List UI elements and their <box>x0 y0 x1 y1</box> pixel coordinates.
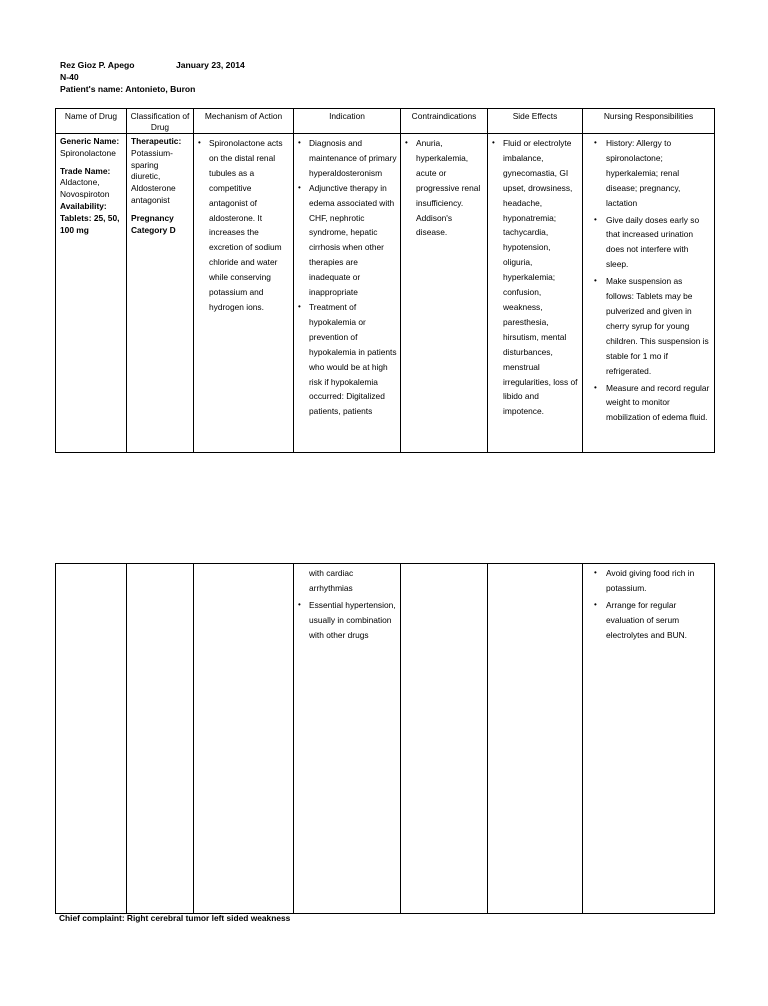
cell-side-effects <box>488 564 583 914</box>
list-item: • Diagnosis and maintenance of primary hyperaldosteronism <box>294 136 400 181</box>
trade-name-value: Novospiroton <box>60 189 110 200</box>
cell-contraindications <box>401 564 488 914</box>
cell-classification <box>127 134 194 453</box>
list-item: • Adjunctive therapy in edema associated with CHF, nephrotic syndrome, hepatic cirrhosis when other therapies are inadequate or inappropriate <box>294 181 400 300</box>
trade-name-value: Aldactone, <box>60 177 100 188</box>
section-code: N-40 <box>60 72 79 82</box>
list-item: • Treatment of hypokalemia or prevention of hypokalemia in patients who would be at high risk if hypokalemia occurred: Digitalized patients, patients <box>294 300 400 419</box>
therapeutic-value: Potassium-sparing diuretic, Aldosterone antagonist <box>131 147 176 205</box>
cell-indication <box>294 134 401 453</box>
cell-mechanism <box>194 134 294 453</box>
cell-indication <box>294 564 401 914</box>
list-item-continuation: with cardiac arrhythmias <box>309 568 354 593</box>
pregnancy-category: Pregnancy Category D <box>131 212 176 235</box>
cell-mechanism <box>194 564 294 914</box>
cell-name-of-drug <box>56 564 127 914</box>
generic-name-value: Spironolactone <box>60 147 116 158</box>
list-item: • History: Allergy to spironolactone; hyperkalemia; renal disease; pregnancy, lactation <box>583 136 714 211</box>
list-item: • Arrange for regular evaluation of serum electrolytes and BUN. <box>583 598 714 643</box>
list-item: • Spironolactone acts on the distal renal tubules as a competitive antagonist of aldosterone. It increases the excretion of sodium chloride and water while conserving potassium and hydrogen ions. <box>194 136 293 315</box>
chief-complaint: Chief complaint: Right cerebral tumor left sided weakness <box>59 913 291 923</box>
cell-classification <box>127 564 194 914</box>
list-item: • Anuria, hyperkalemia, acute or progressive renal insufficiency. Addison's disease. <box>401 136 487 240</box>
student-name: Rez Gioz P. Apego <box>60 60 135 70</box>
column-header-nursing-responsibilities: Nursing Responsibilities <box>583 109 715 134</box>
column-header-classification: Classification of Drug <box>127 109 194 134</box>
table-row <box>56 564 715 914</box>
list-item: • Give daily doses early so that increased urination does not interfere with sleep. <box>583 213 714 273</box>
list-item: • Essential hypertension, usually in combination with other drugs <box>294 598 400 643</box>
generic-name-label: Generic Name: <box>60 136 120 146</box>
patient-name: Patient's name: Antonieto, Buron <box>60 84 196 94</box>
availability-label: Availability: <box>60 200 107 211</box>
availability-value: Tablets: 25, 50, 100 mg <box>60 212 120 235</box>
trade-name-label: Trade Name: <box>60 165 111 176</box>
column-header-contraindications: Contraindications <box>401 109 488 134</box>
cell-nursing-responsibilities <box>583 134 715 453</box>
cell-name-of-drug <box>56 134 127 453</box>
therapeutic-label: Therapeutic: <box>131 136 182 146</box>
column-header-side-effects: Side Effects <box>488 109 583 134</box>
column-header-name-of-drug: Name of Drug <box>56 109 127 134</box>
cell-nursing-responsibilities <box>583 564 715 914</box>
drug-study-table-page2 <box>55 563 715 914</box>
cell-side-effects <box>488 134 583 453</box>
column-header-mechanism: Mechanism of Action <box>194 109 294 134</box>
list-item: • Measure and record regular weight to monitor mobilization of edema fluid. <box>583 381 714 426</box>
list-item: • Make suspension as follows: Tablets may be pulverized and given in cherry syrup for young children. This suspension is stable for 1 mo if refrigerated. <box>583 274 714 378</box>
cell-contraindications <box>401 134 488 453</box>
drug-study-table-page1 <box>55 108 715 453</box>
list-item: • Fluid or electrolyte imbalance, gynecomastia, GI upset, drowsiness, headache, hyponatremia; tachycardia, hypotension, oliguria, hyperkalemia; confusion, weakness, paresthesia, hirsutism, mental disturbances, menstrual irregularities, loss of libido and impotence. <box>488 136 582 419</box>
list-item: • Avoid giving food rich in potassium. <box>583 566 714 596</box>
table-header-row <box>56 109 715 134</box>
column-header-indication: Indication <box>294 109 401 134</box>
table-row <box>56 134 715 453</box>
document-date: January 23, 2014 <box>176 60 245 70</box>
